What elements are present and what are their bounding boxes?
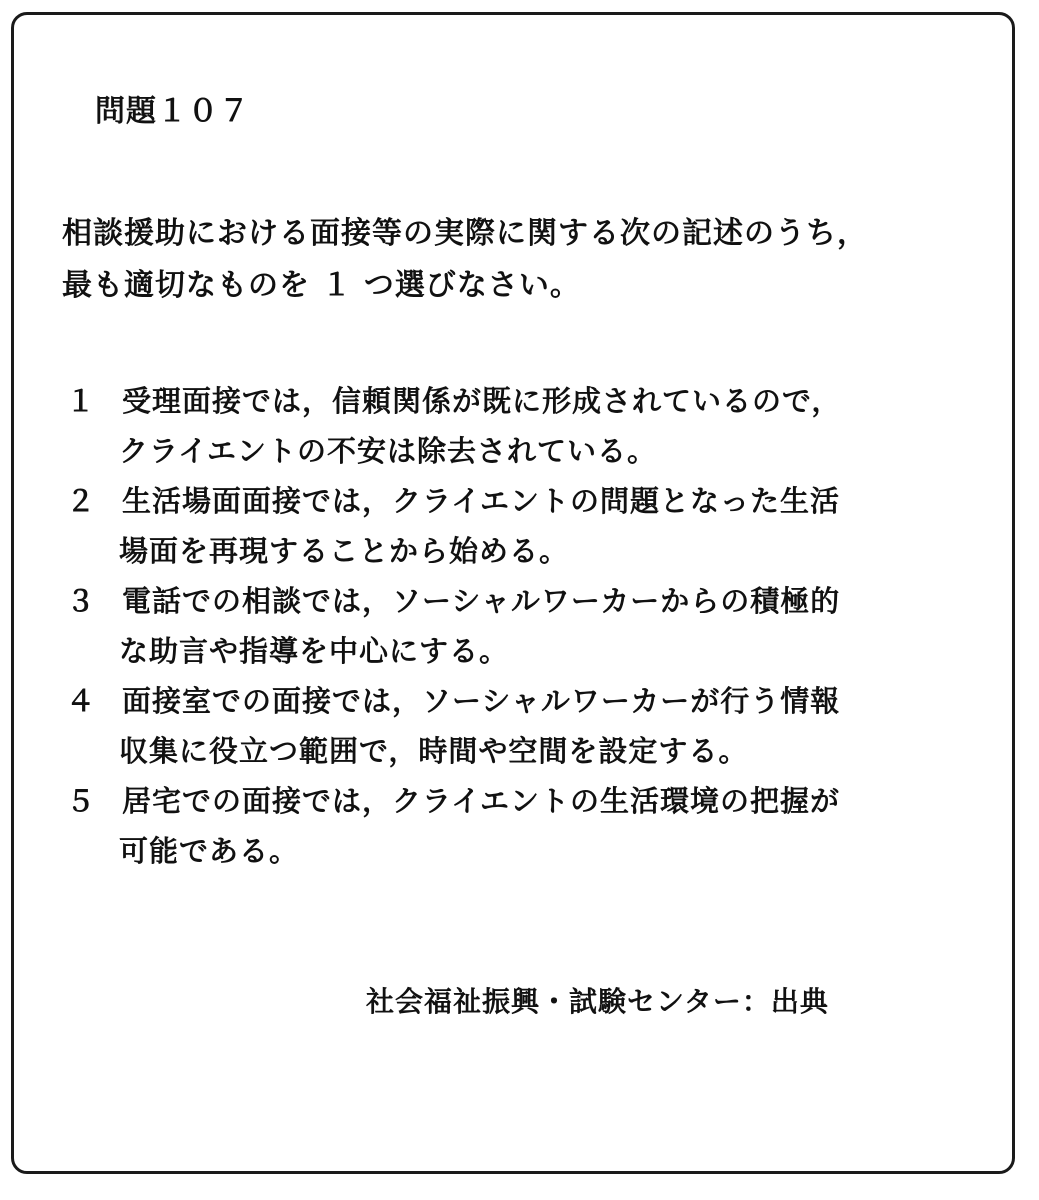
- option-line: 受理面接では，信頼関係が既に形成されているので，: [122, 384, 842, 418]
- option-line: 収集に役立つ範囲で，時間や空間を設定する。: [119, 734, 749, 768]
- question-text: [62, 208, 992, 312]
- question-line: 最も適切なものを １ つ選びなさい。: [62, 268, 581, 303]
- option-text: [119, 576, 841, 676]
- answer-options: [66, 376, 966, 876]
- answer-option-3[interactable]: [66, 576, 966, 676]
- answer-option-1[interactable]: [66, 376, 966, 476]
- option-text: [119, 676, 841, 776]
- answer-option-5[interactable]: [66, 776, 966, 876]
- question-number: 問題１０７: [95, 94, 250, 129]
- answer-option-4[interactable]: [66, 676, 966, 776]
- option-line: 電話での相談では，ソーシャルワーカーからの積極的: [122, 584, 841, 618]
- option-number: ４: [66, 684, 97, 718]
- option-number: ３: [66, 584, 97, 618]
- option-line: 居宅での面接では，クライエントの生活環境の把握が: [122, 784, 840, 818]
- option-text: [119, 776, 840, 876]
- question-line: 相談援助における面接等の実際に関する次の記述のうち，: [62, 216, 868, 251]
- option-number: ５: [66, 784, 97, 818]
- option-line: 可能である。: [119, 834, 300, 868]
- option-number: ２: [66, 484, 97, 518]
- answer-option-2[interactable]: [66, 476, 966, 576]
- option-line: 生活場面面接では，クライエントの問題となった生活: [122, 484, 840, 518]
- option-line: な助言や指導を中心にする。: [119, 634, 510, 668]
- source-credit: 社会福祉振興・試験センター：出典: [366, 985, 829, 1018]
- option-line: クライエントの不安は除去されている。: [119, 434, 657, 468]
- option-line: 面接室での面接では，ソーシャルワーカーが行う情報: [122, 684, 841, 718]
- option-text: [119, 476, 840, 576]
- option-line: 場面を再現することから始める。: [119, 534, 570, 568]
- option-number: １: [66, 384, 97, 418]
- option-text: [119, 376, 842, 476]
